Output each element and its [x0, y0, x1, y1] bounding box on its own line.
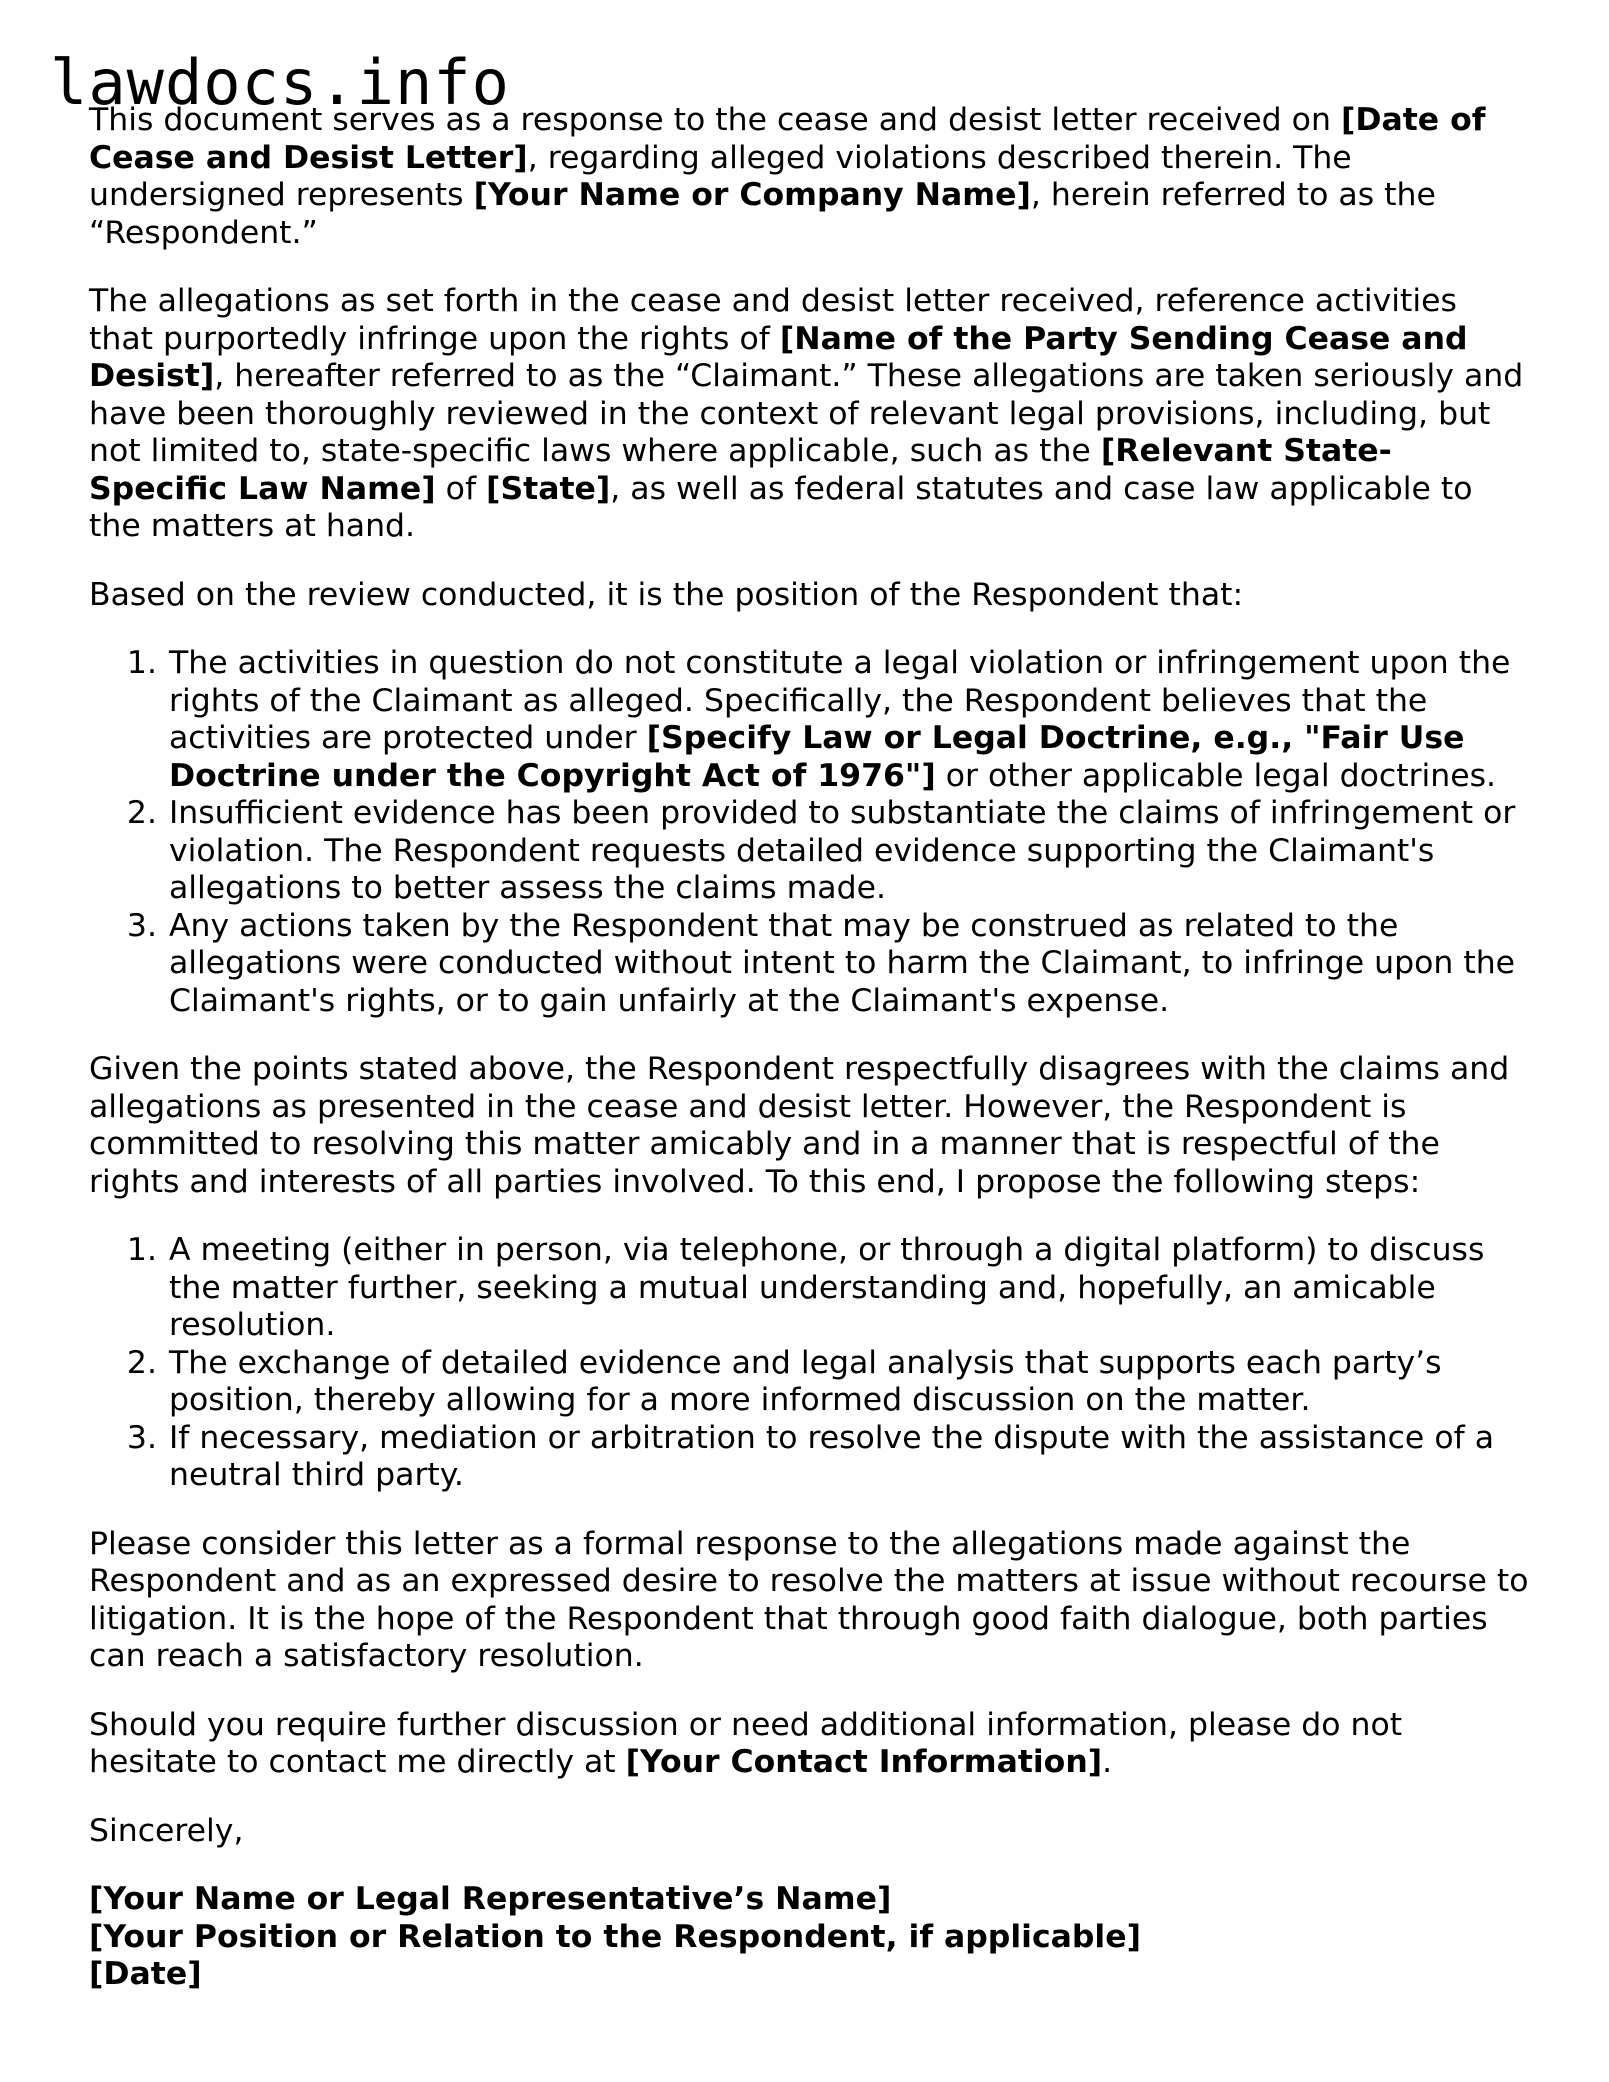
- intro-text-3: , herein referred to as the “Respondent.”: [89, 177, 1436, 251]
- watermark-logo: lawdocs.info: [50, 46, 510, 119]
- signature-position: [Your Position or Relation to the Respondent, if applicable]: [89, 1918, 1141, 1955]
- claimant-placeholder: [Name of the Party Sending Cease and Desist]: [89, 320, 1468, 394]
- signature-block: [89, 1881, 1529, 1994]
- signature-date: [Date]: [89, 1956, 202, 1992]
- allegations-text-1: The allegations as set forth in the cease and desist letter received, reference activities that purportedly infringe upon the rights of: [89, 283, 1457, 357]
- list-item: 3. If necessary, mediation or arbitration to resolve the dispute with the assistance of a neutral third party.: [167, 1420, 1529, 1495]
- list-item: 1. A meeting (either in person, via telephone, or through a digital platform) to discuss the matter further, seeking a mutual understanding and, hopefully, an amicable resolution.: [167, 1232, 1529, 1345]
- name-placeholder: [Your Name or Company Name]: [473, 177, 1031, 213]
- steps-intro: Given the points stated above, the Respondent respectfully disagrees with the claims and allegations as presented in the cease and desist letter. However, the Respondent is committed to resolving this matter amicably and in a manner that is respectful of the rights and interests of all parties involved. To this end, I propose the following steps:: [89, 1051, 1510, 1200]
- allegations-text-2: , hereafter referred to as the “Claimant.” These allegations are taken seriously and have been thoroughly reviewed in the context of relevant legal provisions, including, but not limited to, state-specific laws where applicable, such as the: [89, 358, 1524, 469]
- state-placeholder: [State]: [486, 470, 611, 507]
- state-law-placeholder: [Relevant State-Specific Law Name]: [89, 433, 1392, 507]
- position-list: [89, 645, 1529, 1020]
- list-item: [167, 645, 1529, 795]
- date-placeholder: [Date of Cease and Desist Letter]: [89, 102, 1486, 176]
- allegations-text-4: , as well as federal statutes and case law applicable to the matters at hand.: [89, 470, 1473, 544]
- closing: Sincerely,: [89, 1812, 244, 1849]
- intro-text-2: , regarding alleged violations described therein. The undersigned represents: [89, 139, 1352, 213]
- list-item: 2. Insufficient evidence has been provided to substantiate the claims of infringement or violation. The Respondent requests detailed evidence supporting the Claimant's allegations to better assess the claims made.: [167, 795, 1529, 908]
- intro-text-1: This document serves as a response to the cease and desist letter received on: [89, 102, 1341, 138]
- allegations-paragraph: [89, 283, 1529, 546]
- contact-text-1: Should you require further discussion or need additional information, please do not hesitate to contact me directly at: [89, 1706, 1403, 1780]
- position-item-1-text-1: The activities in question do not constitute a legal violation or infringement upon the rights of the Claimant as alleged. Specifically, the Respondent believes that the activities are protected under: [169, 645, 1511, 756]
- intro-paragraph: [89, 102, 1529, 252]
- position-item-1-text-2: or other applicable legal doctrines.: [935, 757, 1497, 794]
- contact-placeholder: [Your Contact Information]: [625, 1744, 1103, 1780]
- list-item: 2. The exchange of detailed evidence and legal analysis that supports each party’s position, thereby allowing for a more informed discussion on the matter.: [167, 1345, 1529, 1420]
- signature-name: [Your Name or Legal Representative’s Name]: [89, 1881, 892, 1917]
- formal-response-paragraph: Please consider this letter as a formal response to the allegations made against the Respondent and as an expressed desire to resolve the matters at issue without recourse to litigation. It is the hope of the Respondent that through good faith dialogue, both parties can reach a satisfactory resolution.: [89, 1525, 1529, 1674]
- allegations-text-3: of: [435, 470, 487, 507]
- position-intro: Based on the review conducted, it is the position of the Respondent that:: [89, 576, 1244, 613]
- legal-doctrine-placeholder: [Specify Law or Legal Doctrine, e.g., "Fair Use Doctrine under the Copyright Act of 1976"]: [169, 720, 1465, 794]
- list-item: 3. Any actions taken by the Respondent that may be construed as related to the allegations were conducted without intent to harm the Claimant, to infringe upon the Claimant's rights, or to gain unfairly at the Claimant's expense.: [167, 908, 1529, 1021]
- steps-list: [89, 1232, 1529, 1495]
- contact-text-2: .: [1102, 1744, 1113, 1780]
- letter-body: [89, 102, 1529, 1994]
- contact-paragraph: [89, 1707, 1529, 1782]
